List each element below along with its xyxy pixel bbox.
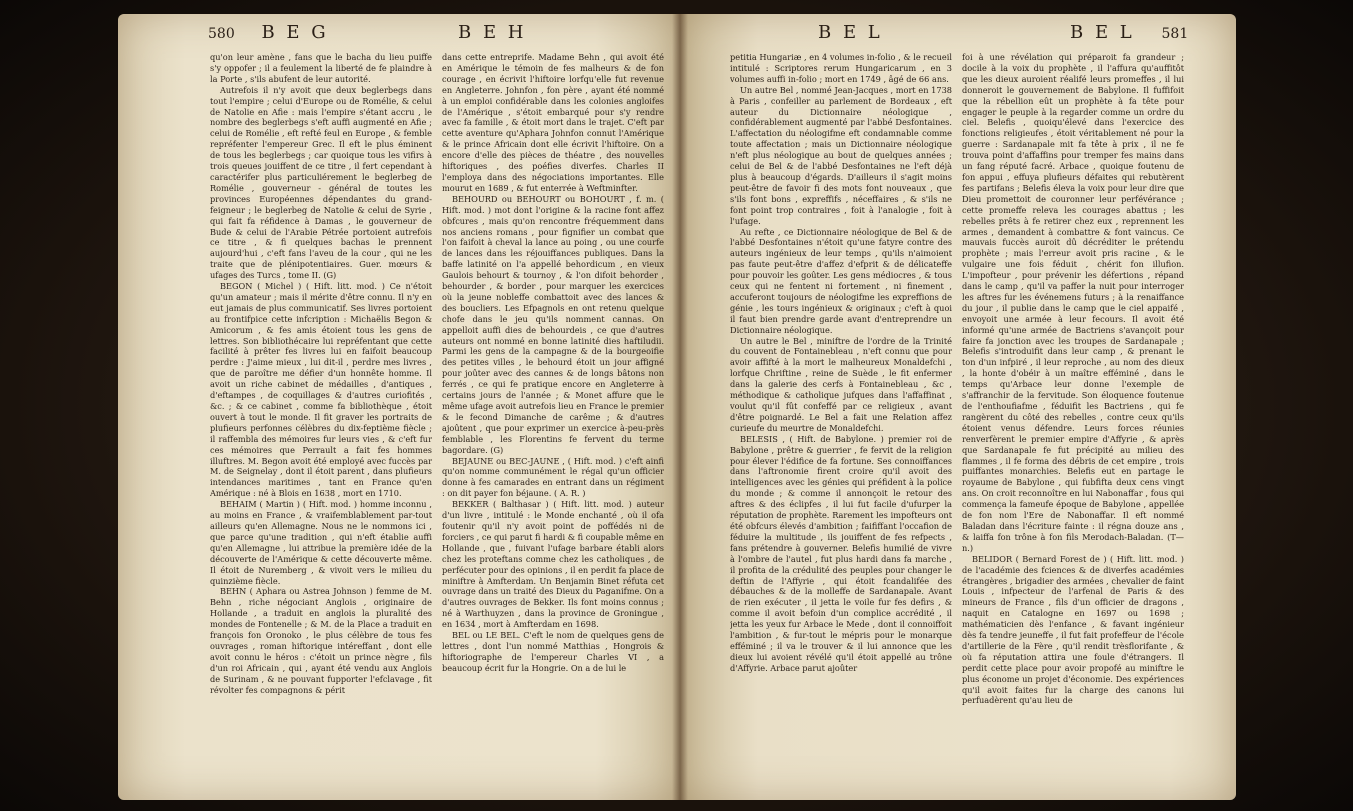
- paragraph: qu'on leur amène , fans que le bacha du lieu puiffe s'y oppofer ; il a feulement la liberté de fe plaindre à la Porte , s'ils abufent de leur autorité.: [210, 52, 432, 84]
- paragraph: dans cette entreprife. Madame Behn , qui avoit été en Amérique le témoin de fes malheurs & de fon courage , en écrivit l'hiftoire lorfqu'elle fut revenue en Angleterre. Johnfon , fon père , ayant été nommé à un emploi confidérable dans les colonies angloifes de l'Amérique , s'étoit embarqué pour s'y rendre avec fa famille , & étoit mort dans le trajet. C'eft par cette aventure qu'Aphara Johnfon connut l'Amérique & le prince Africain dont elle écrivit l'hiftoire. On a encore d'elle des pièces de théatre , des nouvelles hiftoriques , des poéfies diverfes. Charles II l'employa dans des négociations importantes. Elle mourut en 1689 , & fut enterrée à Weftminfter.: [442, 52, 664, 193]
- entry-behourd: BEHOURD ou BEHOURT ou BOHOURT , f. m. ( Hift. mod. ) mot dont l'origine & la racine font affez obfcures , mais qu'on rencontre fréquemment dans nos anciens romans , pour fignifier un combat que l'on faifoit à cheval la lance au poing , ou une courfe de lances dans les réjouiffances publiques. Dans la baffe latinité on l'a appellé behordicum , en vieux Gaulois behourt & tournoy , & l'on difoit behorder , behourder , & border , pour marquer les exercices où la jeune nobleffe combattoit avec des lances & des boucliers. Les Efpagnols en ont retenu quelque chofe dans le jeu qu'ils nomment cannas. On appelloit auffi dies de behourdeis , ce que d'autres auteurs ont nommé en bonne latinité dies haftiludii. Parmi les gens de la campagne & de la bourgeoifie des petites villes , le behourd étoit un jour affigné pour joûter avec des cannes & de longs bâtons non ferrés , ce qui fe pratique encore en Angleterre à certains jours de l'année ; & Monet affure que le même ufage avoit autrefois lieu en France le premier & le fecond Dimanche de carême ; & d'autres ajoûtent , que pour exprimer un exercice à-peu-près femblable , les Florentins fe fervent du terme bagordare. (G): [442, 193, 664, 455]
- entry-bekker: BEKKER ( Balthasar ) ( Hift. litt. mod. ) auteur d'un livre , intitulé : le Monde enchanté , où il ofa foutenir qu'il n'y avoit point de poffédés ni de forciers , ce qui parut fi hardi & fi coupable même en Hollande , que , fuivant l'ufage barbare établi alors chez les proteftans comme chez les catholiques , de perfécuter pour des opinions , il en perdit fa place de miniftre à Amfterdam. Un Benjamin Binet réfuta cet ouvrage dans un traité des Dieux du Paganifme. On a d'autres ouvrages de Bekker. Ils font moins connus ; né à Warthuyzen , dans la province de Groningue , en 1634 , mort à Amfterdam en 1698.: [442, 499, 664, 630]
- right-running-head-1: B E L: [818, 22, 883, 43]
- book-gutter: [672, 14, 688, 800]
- entry-begon: BEGON ( Michel ) ( Hift. litt. mod. ) Ce n'étoit qu'un amateur ; mais il mérite d'être connu. Il n'y en eut jamais de plus communicatif. Ses livres portoient au frontifpice cette infcription : Michaëlis Begon & Amicorum , & fes amis étoient tous les gens de lettres. Son bibliothécaire lui repréfentant que cette facilité à prêter fes livres lui en faifoit beaucoup perdre : J'aime mieux , lui dit-il , perdre mes livres , que de paroître me défier d'un honnête homme. Il avoit un riche cabinet de médailles , d'antiques , d'eftampes , de coquillages & d'autres curiofités , &c. ; & ce cabinet , comme fa bibliothèque , étoit ouvert à tout le monde. Il fit graver les portraits de plufieurs perfonnes célèbres du dix-feptième fiècle ; il raffembla des mémoires fur leurs vies , & c'eft fur ces mémoires que Perrault a fait fes hommes illuftres. M. Begon avoit été employé avec fuccès par M. de Seignelay , dont il étoit parent , dans plufieurs intendances maritimes , tant en France qu'en Amérique : né à Blois en 1638 , mort en 1710.: [210, 281, 432, 499]
- left-page-header: [208, 22, 329, 48]
- entry-behn: BEHN ( Aphara ou Astrea Johnson ) femme de M. Behn , riche négociant Anglois , originaire de Hollande , a traduit en anglois la pluralité des mondes de Fontenelle ; & M. de la Place a traduit en françois fon Oronoko , le plus célèbre de tous fes ouvrages , roman hiftorique intéreffant , dont elle avoit connu le héros : c'étoit un prince nègre , fils d'un roi Africain , qui , ayant été vendu aux Anglois de Surinam , & ne pouvant fupporter l'efclavage , fit révolter fes compagnons & périt: [210, 586, 432, 695]
- right-running-head-2: B E L: [1070, 22, 1135, 43]
- right-page-column-1: [730, 52, 952, 790]
- right-page-column-2: [962, 52, 1184, 790]
- entry-bel: BEL ou LE BEL. C'eft le nom de quelques gens de lettres , dont l'un nommé Matthias , Hongrois & hiftoriographe de l'empereur Charles VI , a beaucoup écrit fur la Hongrie. On a de lui le: [442, 630, 664, 673]
- entry-behaim: BEHAIM ( Martin ) ( Hift. mod. ) homme inconnu , au moins en France , & vraifemblablement par-tout ailleurs qu'en Allemagne. Nous ne le nommons ici , que parce qu'une tradition , qui n'eft établie auffi qu'en Allemagne , lui attribue la première idée de la découverte de l'Amérique & cette découverte même. Il étoit de Nuremberg , & vivoit vers le milieu du quinzième fiècle.: [210, 499, 432, 586]
- paragraph: foi à une révélation qui préparoit fa grandeur ; docile à la voix du prophète , il l'affura qu'auffitôt que les dieux auroient réalifé leurs promeffes , il lui donneroit le gouvernement de Babylone. Il fuffifoit que la rébellion eût un prophète à fa tête pour engager le peuple à la regarder comme un ordre du ciel. Belefis , quoiqu'élevé dans l'exercice des fonctions religieufes , étoit véritablement né pour la guerre : Sardanapale mit fa tête à prix , il ne fe trouva point d'affaffins pour tremper fes mains dans un fang réputé facré. Arbace , quoique foutenu de fon appui , effuya plufieurs défaites qui rebutèrent fes partifans ; Belefis éleva la voix pour leur dire que Dieu promettoit de couronner leur perfévérance ; cette promeffe releva les courages abattus ; les rebelles prêts à fe retirer chez eux , reprennent les armes , demandent à combattre & font vaincus. Ce mauvais fuccès auroit dû décréditer le prétendu prophète ; mais l'erreur avoit pris racine , & le vulgaire une fois féduit , chérit fon illufion. L'impofteur , pour prévenir les défertions , répand dans le camp , qu'il va paffer la nuit pour interroger les aftres fur les événemens futurs ; à la renaiffance du jour , il publie dans le camp que le ciel appaifé , envoyoit une armée à leur fecours. Il avoit été informé qu'une armée de Bactriens s'avançoit pour faire fa jonction avec les troupes de Sardanapale ; Belefis s'introduifit dans leur camp , & prenant le ton d'un infpiré , il leur reproche , au nom des dieux , la honte d'obéir à un maître efféminé , dans le temps qu'Arbace leur donne l'exemple de s'affranchir de la fervitude. Son éloquence foutenue de l'enthoufiafme , féduifit les Bactriens , qui fe rangèrent du côté des rebelles , contre ceux qu'ils étoient venus défendre. Leurs forces réunies renverfèrent le premier empire d'Affyrie , & après que Sardanapale fe fut précipité au milieu des flammes , il fe forma des débris de cet empire , trois puiffantes monarchies. Belefis eut en partage le royaume de Babylone , qui fubfifta deux cens vingt ans. On croit reconnoître en lui Nabonaffar , fous qui commença la fameufe époque de Babylone , appellée de fon nom l'Ere de Nabonaffar. Il eft nommé Baladan dans l'écriture fainte : il régna douze ans , & laiffa fon trône à fon fils Merodach-Baladan. (T—n.): [962, 52, 1184, 553]
- entry-bejaune: BEJAUNE ou BEC-JAUNE , ( Hift. mod. ) c'eft ainfi qu'on nomme communément le régal qu'un officier donne à fes camarades en entrant dans un régiment : on dit payer fon béjaune. ( A. R. ): [442, 455, 664, 499]
- left-page-column-2: [442, 52, 664, 790]
- paragraph: Au refte , ce Dictionnaire néologique de Bel & de l'abbé Desfontaines n'étoit qu'une fatyre contre des auteurs ingénieux de leur temps , qu'ils n'aimoient pas faute peut-être d'affez d'efprit & de délicateffe pour pouvoir les goûter. Les gens médiocres , & tous ceux qui ne fentent ni fortement , ni finement , accuferont toujours de néologifme les expreffions de génie , les tours ingénieux & originaux ; c'eft à quoi il faut bien prendre garde avant d'entreprendre un Dictionnaire néologique.: [730, 226, 952, 335]
- left-running-head-1: B E G: [261, 22, 329, 43]
- entry-belidor: BELIDOR ( Bernard Forest de ) ( Hift. litt. mod. ) de l'académie des fciences & de diverfes académies étrangères , brigadier des armées , chevalier de faint Louis , infpecteur de l'arfenal de Paris & des mineurs de France , fils d'un officier de dragons , naquit en Catalogne en 1697 ou 1698 ; mathématicien dès l'enfance , & favant ingénieur dès fa tendre jeuneffe , il fut fait profeffeur de l'école d'artillerie de la Fère , qu'il rendit trèsflorifante , & où fa réputation attira une foule d'étrangers. Il perdit cette place pour avoir propofé au miniftre le plus économe un projet d'économie. Des expériences qu'il avoit faites fur la charge des canons lui perfuadèrent qu'au lieu de: [962, 553, 1184, 706]
- right-page-header: [1070, 22, 1188, 48]
- paragraph: petitia Hungariæ , en 4 volumes in-folio , & le recueil intitulé : Scriptores rerum Hungaricarum , en 3 volumes auffi in-folio ; mort en 1749 , âgé de 66 ans.: [730, 52, 952, 84]
- left-page-number: 580: [208, 26, 235, 42]
- right-page-number: 581: [1161, 26, 1189, 42]
- entry-belesis: BELESIS , ( Hift. de Babylone. ) premier roi de Babylone , prêtre & guerrier , fe fervit de la religion pour élever l'édifice de fa fortune. Ses connoiffances dans l'aftronomie firent croire qu'il avoit des intelligences avec les génies qui préfident à la police du monde ; & comme il annonçoit le retour des aftres & des éclipfes , il lui fut facile d'ufurper la réputation de prophète. Rarement les impofteurs ont été obfcurs élevés d'ambition ; faififfant l'occafion de féduire la multitude , ils jouiffent de fes refpects , fans prétendre à gouverner. Belefis humilié de vivre à l'ombre de l'autel , fut plus hardi dans fa marche , il profita de la crédulité des peuples pour changer le deftin de l'Affyrie , qui étoit fcandalifée des débauches & de la molleffe de Sardanapale. Avant de rien exécuter , il jetta le voile fur fes defirs , & comme il avoit befoin d'un complice accrédité , il jetta les yeux fur Arbace le Mede , dont il connoiffoit l'ambition , & fur-tout le mépris pour le monarque efféminé ; il va le trouver & il lui annonce que les dieux lui avoient révélé qu'il étoit appellé au trône d'Affyrie. Arbace parut ajoûter: [730, 433, 952, 673]
- paragraph: Autrefois il n'y avoit que deux beglerbegs dans tout l'empire ; celui d'Europe ou de Romélie, & celui de Natolie en Afie : mais l'empire s'étant accru , le nombre des beglerbegs s'eft auffi augmenté en Afie ; celui de Romélie , eft refté feul en Europe , & femble repréfenter l'empereur Grec. Il eft le plus éminent de tous les beglerbegs ; car quoique tous les vifirs à trois queues jouiffent de ce titre , il fert cependant à caractérifer plus particuliérement le beglerbeg de Romélie , gouverneur - général de toutes les provinces Européennes dépendantes du grand-feigneur ; le beglerbeg de Natolie & celui de Syrie , qui fait fa réfidence à Damas , le gouverneur de Bude & celui de l'Arabie Pétrée portoient autrefois ce titre , & fi quelques bachas le prennent aujourd'hui , c'eft fans l'aveu de la cour , qui ne les traite que de plénipotentiaires. Guer. mœurs & ufages des Turcs , tome II. (G): [210, 84, 432, 281]
- paragraph: Un autre le Bel , miniftre de l'ordre de la Trinité du couvent de Fontainebleau , n'eft connu que pour avoir affifté à la mort le malheureux Monaldefchi , lorfque Chriftine , reine de Suède , le fit enfermer dans la galerie des cerfs à Fontainebleau , &c , méthodique & catholique jufques dans l'affaffinat , voulut qu'il fût confeffé par ce religieux , avant d'être poignardé. Le Bel a fait une Relation affez curieufe du meurtre de Monaldefchi.: [730, 335, 952, 433]
- left-page-column-1: [210, 52, 432, 790]
- left-running-head-2: B E H: [458, 22, 527, 43]
- paragraph: Un autre Bel , nommé Jean-Jacques , mort en 1738 à Paris , confeiller au parlement de Bordeaux , eft auteur du Dictionnaire néologique , confidérablement augmenté par l'abbé Desfontaines. L'affectation du néologifme eft condamnable comme toute affectation ; mais un Dictionnaire néologique n'eft plus néologique au bout de quelques années ; celui de Bel & de l'abbé Desfontaines ne l'eft déjà plus à beaucoup d'égards. D'ailleurs il s'agit moins peut-être de favoir fi des mots font nouveaux , que s'ils font bons , expreffifs , néceffaires , & s'ils ne font point trop contraires , foit à l'analogie , foit à l'ufage.: [730, 84, 952, 226]
